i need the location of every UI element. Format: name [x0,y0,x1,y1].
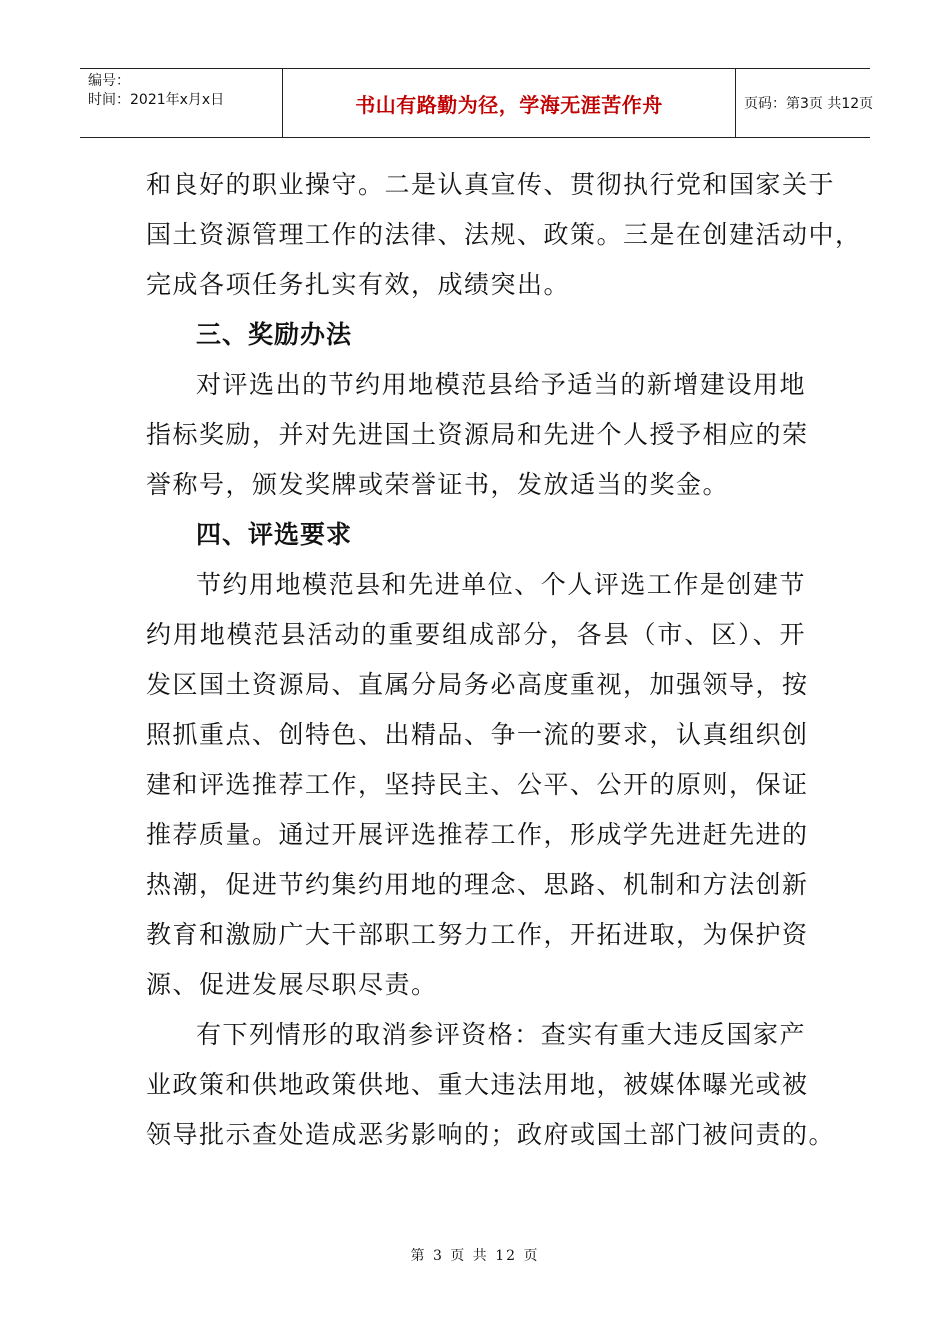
header-meta [80,69,282,137]
paragraph-line: 建和评选推荐工作，坚持民主、公平、公开的原则，保证 [146,770,809,799]
serial-label: 编号： [88,73,130,89]
paragraph-line: 约用地模范县活动的重要组成部分，各县（市、区）、开 [146,620,806,649]
paragraph-line: 节约用地模范县和先进单位、个人评选工作是创建节 [196,570,806,599]
paragraph-line: 誉称号，颁发奖牌或荣誉证书，发放适当的奖金。 [146,470,730,499]
paragraph-line: 领导批示查处造成恶劣影响的；政府或国土部门被问责的。 [146,1120,836,1149]
document-header [80,68,874,138]
paragraph-line: 对评选出的节约用地模范县给予适当的新增建设用地 [196,370,806,399]
paragraph-line: 指标奖励，并对先进国土资源局和先进个人授予相应的荣 [146,420,809,449]
page-footer: 第 3 页 共 12 页 [410,1248,540,1264]
paragraph-line: 热潮，促进节约集约用地的理念、思路、机制和方法创新 [146,870,809,899]
paragraph-line: 发区国土资源局、直属分局务必高度重视，加强领导，按 [146,670,809,699]
paragraph-line: 有下列情形的取消参评资格：查实有重大违反国家产 [196,1020,806,1049]
paragraph-line: 源、促进发展尽职尽责。 [146,970,438,999]
paragraph-line: 照抓重点、创特色、出精品、争一流的要求，认真组织创 [146,720,809,749]
paragraph-line: 国土资源管理工作的法律、法规、政策。三是在创建活动中， [146,220,862,249]
time-label: 时间：2021年x月x日 [88,92,225,108]
paragraph-line: 和良好的职业操守。二是认真宣传、贯彻执行党和国家关于 [146,170,836,199]
paragraph-line: 推荐质量。通过开展评选推荐工作，形成学先进赶先进的 [146,820,809,849]
paragraph-line: 业政策和供地政策供地、重大违法用地，被媒体曝光或被 [146,1070,809,1099]
header-page-number: 页码：第3页 共12页 [744,96,874,112]
header-motto: 书山有路勤为径，学海无涯苦作舟 [355,92,663,117]
paragraph-line: 教育和激励广大干部职工努力工作，开拓进取，为保护资 [146,920,809,949]
section-heading: 四、评选要求 [196,520,353,549]
section-heading: 三、奖励办法 [196,320,353,349]
paragraph-line: 完成各项任务扎实有效，成绩突出。 [146,270,571,299]
